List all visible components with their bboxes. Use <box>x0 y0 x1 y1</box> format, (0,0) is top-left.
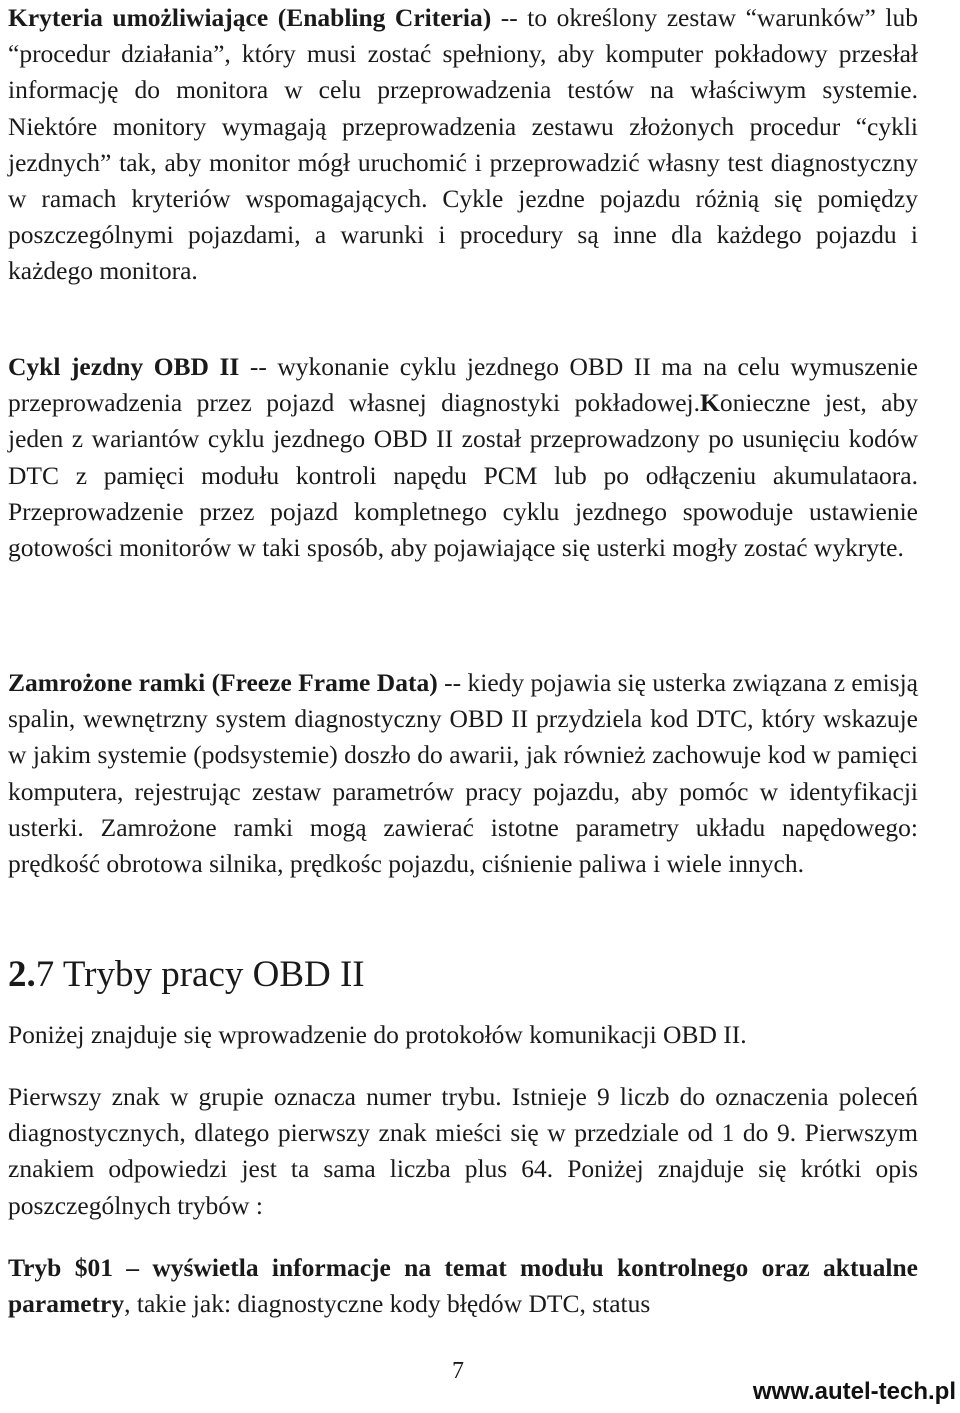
term-obd-drive-cycle: Cykl jezdny OBD II <box>8 352 240 381</box>
section-heading-number: 2. <box>8 954 36 995</box>
section-heading <box>8 950 365 1000</box>
paragraph-text: -- wykonanie cyklu jezdnego OBD II ma na celu wymuszenie przeprowadzenia przez pojazd własnej diagnostyki pokładowej. <box>8 352 918 418</box>
footer-url: www.autel-tech.pl <box>752 1378 956 1405</box>
paragraph-text-bold-letter: K <box>699 388 720 418</box>
paragraph-enabling-criteria <box>8 0 918 290</box>
paragraph-modes-description: Pierwszy znak w grupie oznacza numer trybu. Istnieje 9 liczb do oznaczenia poleceń diagnostycznych, dlatego pierwszy znak mieści się w przedziale od 1 do 9. Pierwszym znakiem odpowiedzi jest ta sama liczba plus 64. Poniżej znajduje się krótki opis poszczególnych trybów : <box>8 1082 918 1220</box>
page-number: 7 <box>452 1358 464 1384</box>
paragraph-obd-drive-cycle <box>8 349 918 566</box>
paragraph-text: -- to określony zestaw “warunków” lub “procedur działania”, który musi zostać spełniony, aby komputer pokładowy przesłał informację do monitora w celu przeprowadzenia testów na właściwym systemie. Niektóre monitory wymagają przeprowadzenia zestawu złożonych procedur “cykli jezdnych” tak, aby monitor mógł uruchomić i przeprowadzić własny test diagnostyczny w ramach kryteriów wspomagających. Cykle jezdne pojazdu różnią się pomiędzy poszczególnymi pojazdami, a warunki i procedury są inne dla każdego pojazdu i każdego monitora. <box>8 3 918 286</box>
term-enabling-criteria: Kryteria umożliwiające (Enabling Criteria) <box>8 3 492 32</box>
paragraph-intro: Poniżej znajduje się wprowadzenie do protokołów komunikacji OBD II. <box>8 1020 747 1049</box>
term-mode-01: Tryb $01 – wyświetla informacje na temat modułu kontrolnego oraz aktualne parametry <box>8 1253 918 1319</box>
paragraph-text: , takie jak: diagnostyczne kody błędów DTC, status <box>124 1289 651 1319</box>
paragraph-text-rest: onieczne jest, aby jeden z wariantów cyklu jezdnego OBD II został przeprowadzony po usunięciu kodów DTC z pamięci modułu kontroli napędu PCM lub po odłączeniu akumulataora. Przeprowadzenie przez pojazd kompletnego cyklu jezdnego spowoduje ustawienie gotowości monitorów w taki sposób, aby pojawiające się usterki mogły zostać wykryte. <box>8 388 918 563</box>
section-heading-title: 7 Tryby pracy OBD II <box>35 954 365 995</box>
paragraph-mode-01 <box>8 1250 918 1322</box>
paragraph-freeze-frame <box>8 665 918 882</box>
term-freeze-frame: Zamrożone ramki (Freeze Frame Data) <box>8 668 438 697</box>
paragraph-text: -- kiedy pojawia się usterka związana z emisją spalin, wewnętrzny system diagnostyczny OBD II przydziela kod DTC, który wskazuje w jakim systemie (podsystemie) doszło do awarii, jak również zachowuje kod w pamięci komputera, rejestrując zestaw parametrów pracy pojazdu, aby pomóc w identyfikacji usterki. Zamrożone ramki mogą zawierać istotne parametry układu napędowego: prędkość obrotowa silnika, prędkośc pojazdu, ciśnienie paliwa i wiele innych. <box>8 668 918 879</box>
